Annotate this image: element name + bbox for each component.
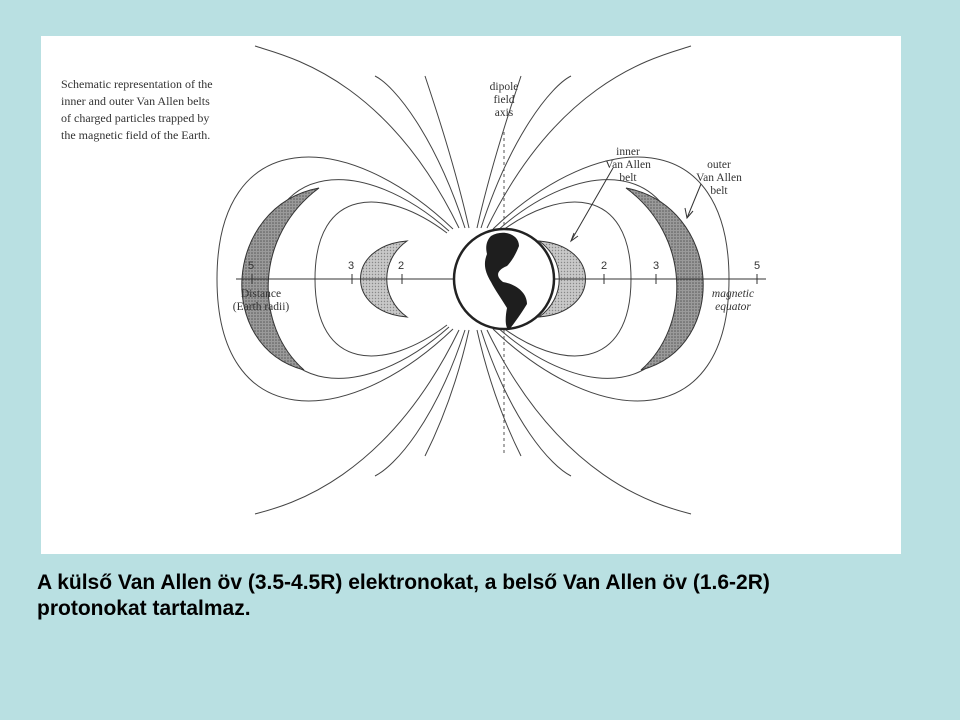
outer-belt-label: outer Van Allen belt — [696, 159, 742, 197]
footer-line-2: protonokat tartalmaz. — [37, 597, 251, 620]
dipole-axis-label: dipole field axis — [489, 81, 519, 119]
tick-label-right-3: 3 — [653, 260, 660, 272]
magnetic-equator-label: magnetic equator — [711, 288, 755, 313]
tick-label-right-2: 2 — [601, 260, 608, 272]
tick-label-left-3: 3 — [348, 260, 355, 272]
distance-axis-label: Distance (Earth radii) — [232, 288, 290, 313]
diagram-panel — [41, 36, 901, 554]
slide-footer-text — [37, 570, 937, 622]
tick-label-right-5: 5 — [754, 260, 761, 272]
tick-label-left-2: 2 — [398, 260, 405, 272]
inner-belt-label: inner Van Allen belt — [605, 146, 651, 184]
diagram-caption: Schematic representation of the inner and outer Van Allen belts of charged particles trapped by the magnetic field of the Earth. — [61, 77, 213, 142]
footer-line-1: A külső Van Allen öv (3.5-4.5R) elektronokat, a belső Van Allen öv (1.6-2R) — [37, 571, 770, 594]
tick-label-left-5: 5 — [248, 260, 255, 272]
